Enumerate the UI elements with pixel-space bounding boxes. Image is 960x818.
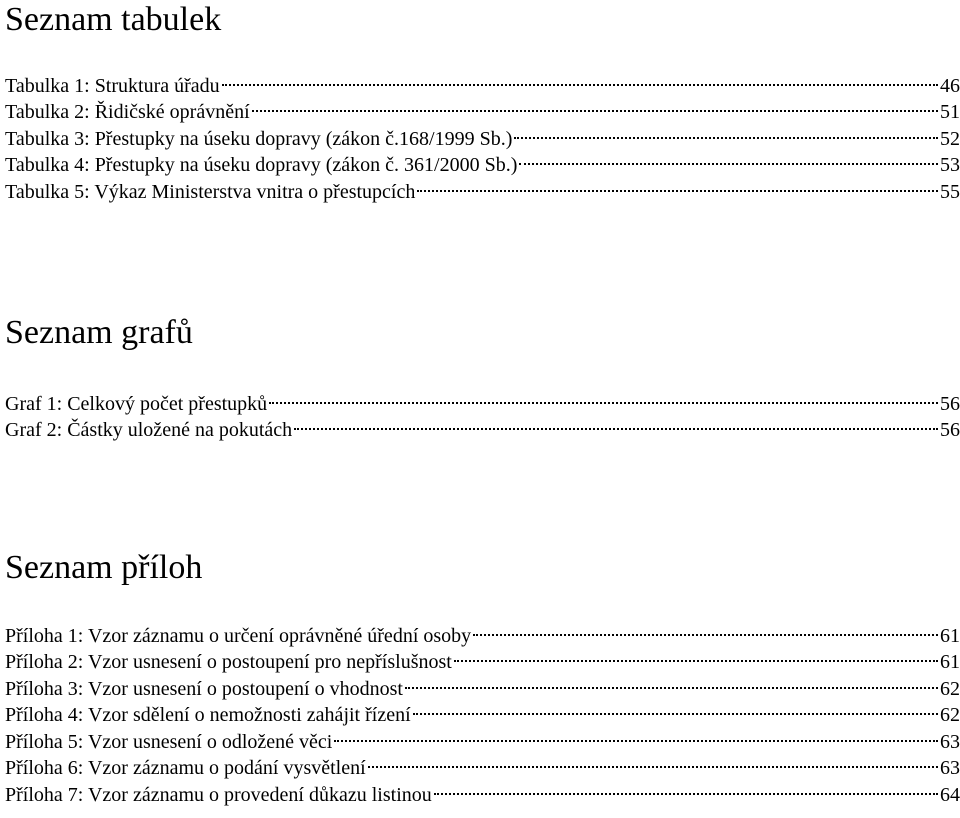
entry-title: Příloha 1: Vzor záznamu o určení oprávněné úřední osoby xyxy=(5,624,472,647)
tables-list xyxy=(5,65,960,203)
entry-title: Graf 1: Celkový počet přestupků xyxy=(5,392,268,415)
entry-title: Příloha 6: Vzor záznamu o podání vysvětlení xyxy=(5,757,366,779)
dot-leader xyxy=(417,171,938,198)
entry-title: Graf 2: Částky uložené na pokutách xyxy=(5,419,293,441)
entry-title: Tabulka 3: Přestupky na úseku dopravy (zákon č.168/1999 Sb.) xyxy=(5,127,513,150)
entry-page-number: 64 xyxy=(940,783,960,806)
dot-leader xyxy=(454,642,938,669)
entry-page-number: 61 xyxy=(940,651,960,673)
entry-page-number: 52 xyxy=(940,127,960,150)
entry-page-number: 61 xyxy=(940,624,960,647)
attachments-list xyxy=(5,615,960,806)
dot-leader xyxy=(294,410,938,437)
entry-page-number: 63 xyxy=(940,730,960,753)
entry-page-number: 62 xyxy=(940,677,960,700)
section-heading-tables: Seznam tabulek xyxy=(5,1,222,38)
entry-page-number: 51 xyxy=(940,101,960,123)
entry-title: Příloha 5: Vzor usnesení o odložené věci xyxy=(5,730,333,753)
list-of-attachments xyxy=(5,548,960,806)
toc-entry[interactable] xyxy=(5,383,960,415)
toc-entry[interactable] xyxy=(5,615,960,647)
dot-leader xyxy=(269,383,938,410)
entry-page-number: 55 xyxy=(940,180,960,203)
dot-leader xyxy=(514,118,938,145)
entry-page-number: 56 xyxy=(940,392,960,415)
section-heading-graphs: Seznam grafů xyxy=(5,314,193,351)
entry-title: Příloha 2: Vzor usnesení o postoupení pro nepříslušnost xyxy=(5,651,452,673)
list-of-graphs xyxy=(5,313,960,441)
entry-title: Tabulka 4: Přestupky na úseku dopravy (zákon č. 361/2000 Sb.) xyxy=(5,154,518,176)
entry-title: Příloha 4: Vzor sdělení o nemožnosti zahájit řízení xyxy=(5,704,411,726)
entry-title: Příloha 7: Vzor záznamu o provedení důkazu listinou xyxy=(5,783,432,806)
dot-leader xyxy=(519,145,938,172)
dot-leader xyxy=(434,774,938,801)
toc-entry[interactable] xyxy=(5,65,960,97)
entry-page-number: 63 xyxy=(940,757,960,779)
entry-page-number: 56 xyxy=(940,419,960,441)
entry-title: Příloha 3: Vzor usnesení o postoupení o vhodnost xyxy=(5,677,403,700)
dot-leader xyxy=(473,615,938,642)
entry-title: Tabulka 1: Struktura úřadu xyxy=(5,74,220,97)
entry-page-number: 62 xyxy=(940,704,960,726)
entry-title: Tabulka 2: Řidičské oprávnění xyxy=(5,101,250,123)
entry-page-number: 46 xyxy=(940,74,960,97)
section-heading-attachments: Seznam příloh xyxy=(5,549,203,586)
list-of-tables xyxy=(5,0,960,203)
dot-leader xyxy=(222,65,938,92)
dot-leader xyxy=(334,721,938,748)
dot-leader xyxy=(405,668,938,695)
graphs-list xyxy=(5,383,960,441)
entry-title: Tabulka 5: Výkaz Ministerstva vnitra o přestupcích xyxy=(5,180,416,203)
dot-leader xyxy=(368,748,938,775)
dot-leader xyxy=(252,92,938,119)
entry-page-number: 53 xyxy=(940,154,960,176)
dot-leader xyxy=(413,695,938,722)
